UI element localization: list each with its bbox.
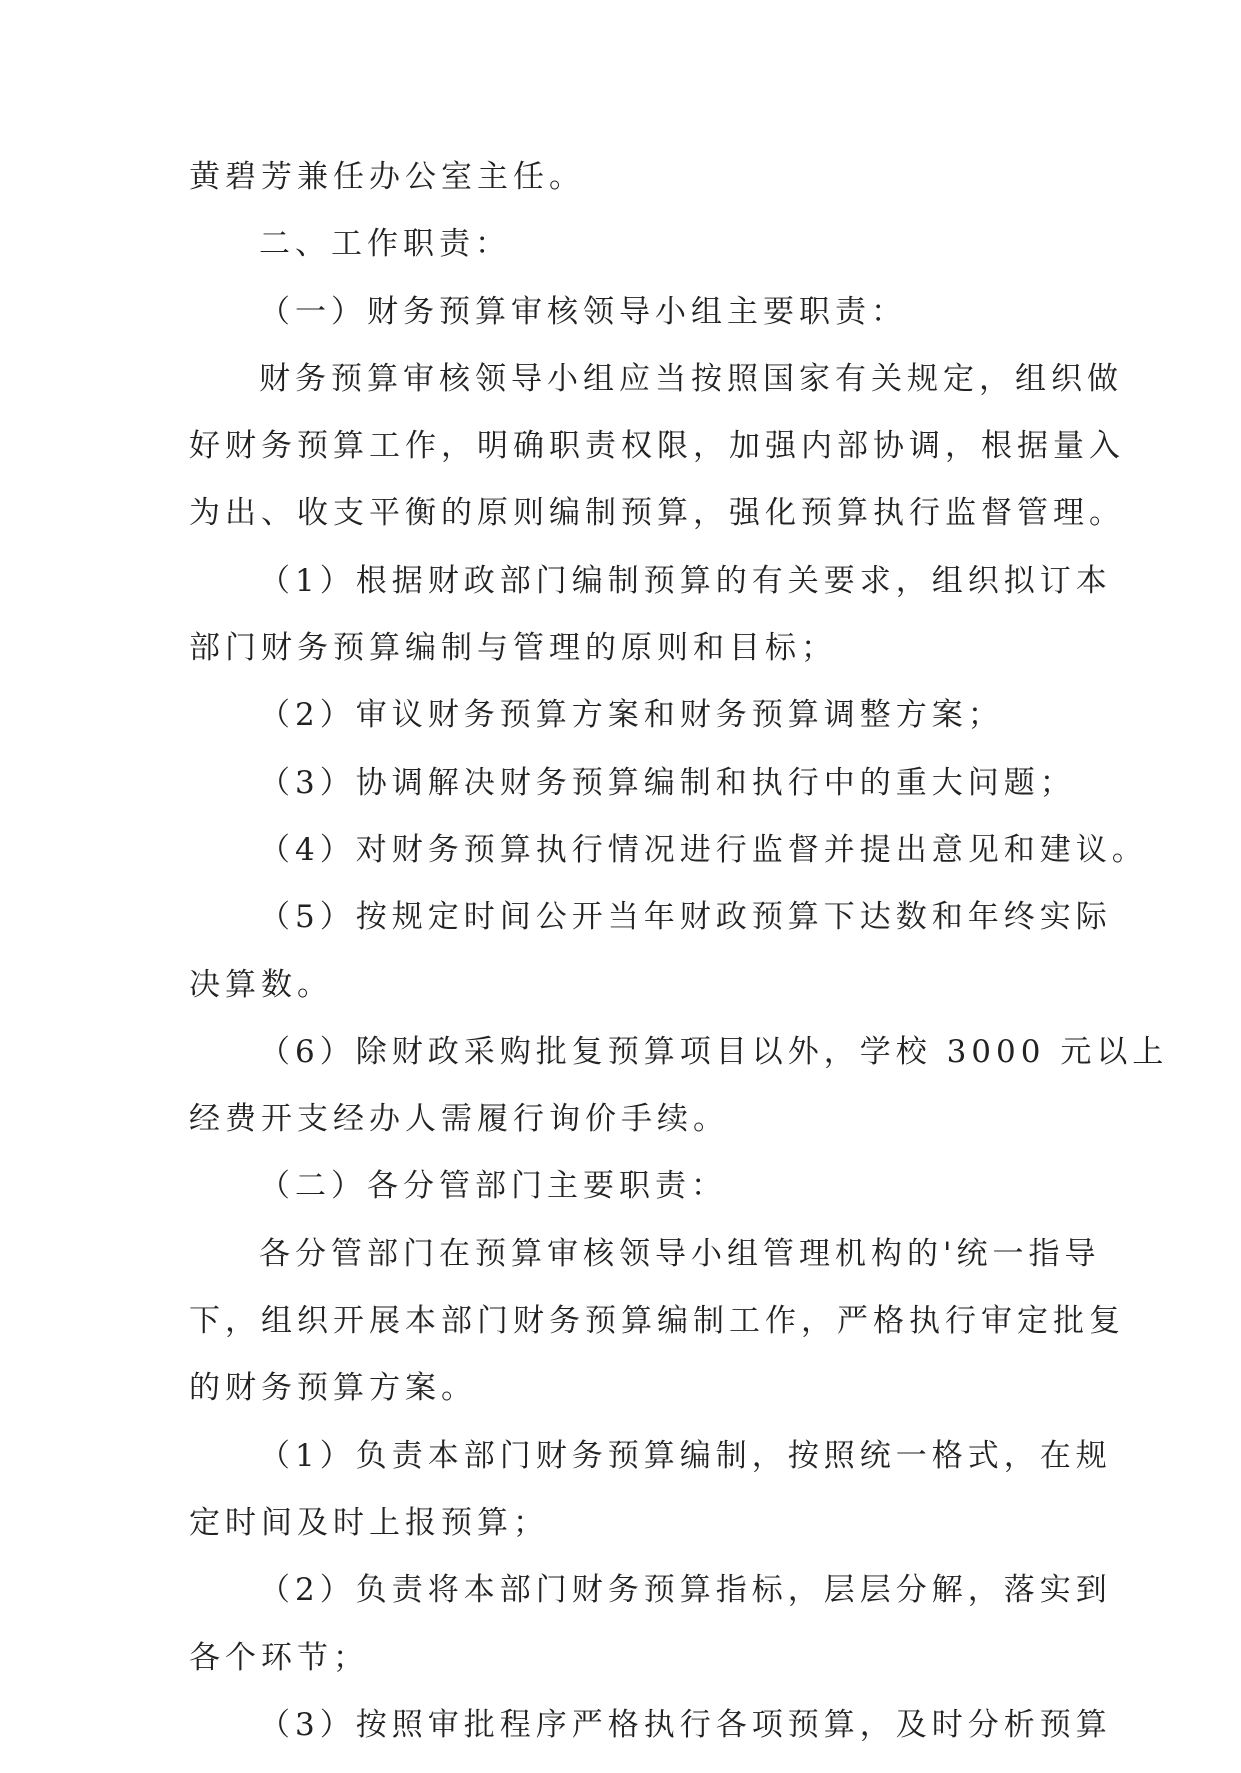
list-item-line: 各个环节； xyxy=(189,1639,369,1676)
paragraph-line: 下，组织开展本部门财务预算编制工作，严格执行审定批复 xyxy=(189,1303,1125,1340)
list-item-line: （2）审议财务预算方案和财务预算调整方案； xyxy=(259,697,1004,734)
paragraph-line: 各分管部门在预算审核领导小组管理机构的'统一指导 xyxy=(259,1235,1101,1272)
document-body xyxy=(189,158,1169,1773)
list-item-line: （4）对财务预算执行情况进行监督并提出意见和建议。 xyxy=(259,831,1148,868)
list-item-line: （1）根据财政部门编制预算的有关要求，组织拟订本 xyxy=(259,562,1112,599)
subsection-heading: （一）财务预算审核领导小组主要职责： xyxy=(259,293,907,330)
paragraph-line: 财务预算审核领导小组应当按照国家有关规定，组织做 xyxy=(259,360,1123,397)
list-item-line: （1）负责本部门财务预算编制，按照统一格式，在规 xyxy=(259,1437,1112,1474)
section-heading: 二、工作职责： xyxy=(259,226,511,263)
paragraph-line: 为出、收支平衡的原则编制预算，强化预算执行监督管理。 xyxy=(189,495,1125,532)
list-item-line: 部门财务预算编制与管理的原则和目标； xyxy=(189,630,837,667)
list-item-line: 决算数。 xyxy=(189,966,333,1003)
paragraph-line: 好财务预算工作，明确职责权限，加强内部协调，根据量入 xyxy=(189,428,1125,465)
text-line: 黄碧芳兼任办公室主任。 xyxy=(189,159,585,195)
paragraph-line: 的财务预算方案。 xyxy=(189,1370,477,1407)
list-item-line: （3）按照审批程序严格执行各项预算，及时分析预算 xyxy=(259,1706,1112,1743)
list-item-line: （6）除财政采购批复预算项目以外，学校 3000 元以上 xyxy=(259,1033,1169,1070)
subsection-heading: （二）各分管部门主要职责： xyxy=(259,1168,727,1205)
list-item-line: 定时间及时上报预算； xyxy=(189,1504,549,1541)
list-item-line: （3）协调解决财务预算编制和执行中的重大问题； xyxy=(259,764,1076,801)
list-item-line: 经费开支经办人需履行询价手续。 xyxy=(189,1101,729,1138)
list-item-line: （2）负责将本部门财务预算指标，层层分解，落实到 xyxy=(259,1572,1112,1609)
list-item-line: （5）按规定时间公开当年财政预算下达数和年终实际 xyxy=(259,899,1112,936)
